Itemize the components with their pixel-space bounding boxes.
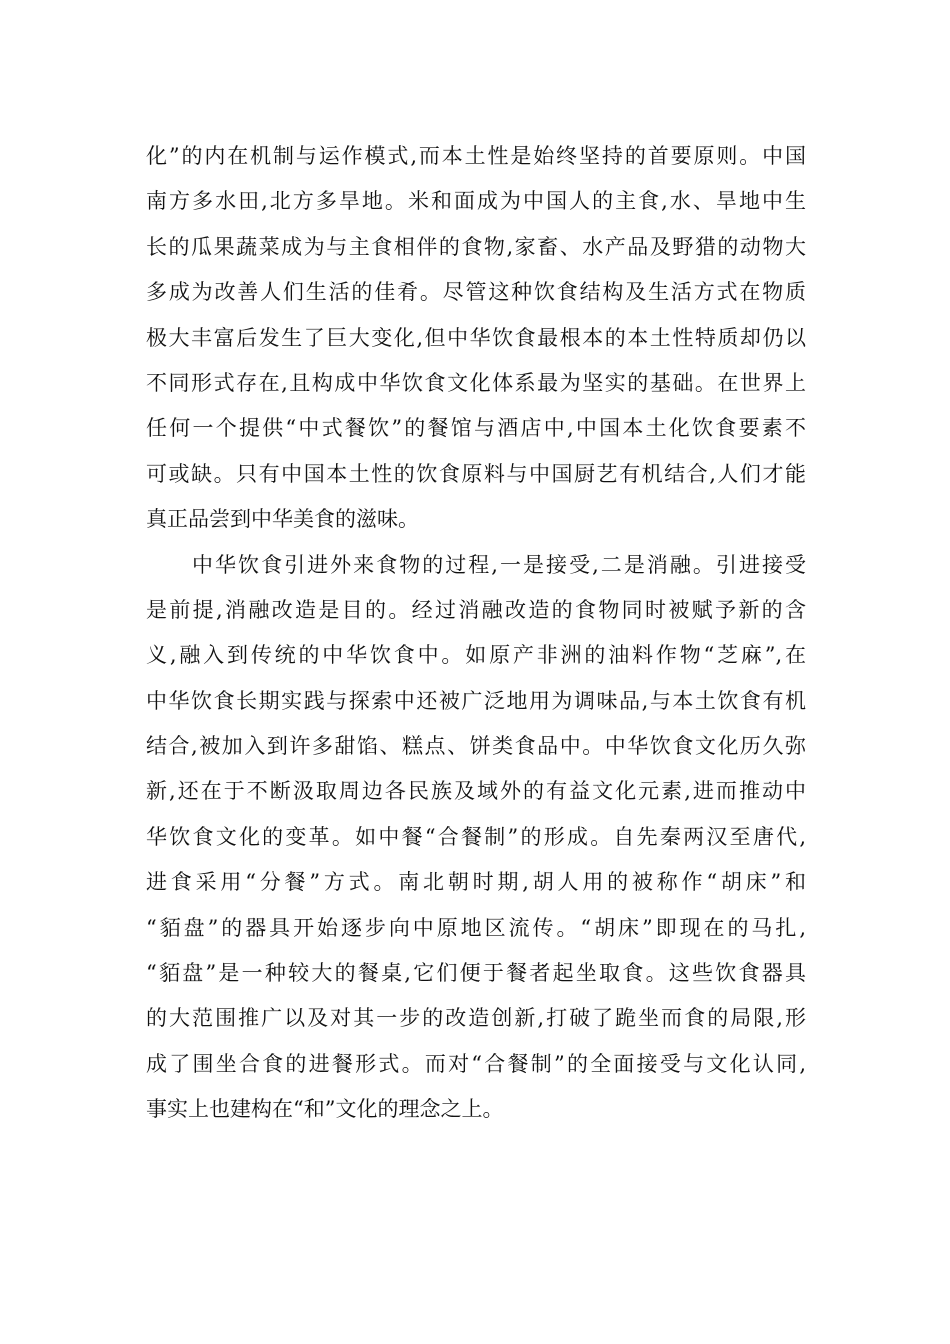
text-line: “貊盘”的器具开始逐步向中原地区流传。“胡床”即现在的马扎,	[146, 915, 806, 940]
text-line: 成了围坐合食的进餐形式。而对“合餐制”的全面接受与文化认同,	[146, 1051, 806, 1076]
article-body	[146, 134, 806, 1133]
text-line: 多成为改善人们生活的佳肴。尽管这种饮食结构及生活方式在物质	[146, 280, 806, 305]
text-line: “貊盘”是一种较大的餐桌,它们便于餐者起坐取食。这些饮食器具	[146, 961, 806, 986]
text-line: 义,融入到传统的中华饮食中。如原产非洲的油料作物“芝麻”,在	[146, 643, 806, 668]
text-line: 是前提,消融改造是目的。经过消融改造的食物同时被赋予新的含	[146, 597, 806, 622]
text-line: 进食采用“分餐”方式。南北朝时期,胡人用的被称作“胡床”和	[146, 870, 806, 895]
text-line: 长的瓜果蔬菜成为与主食相伴的食物,家畜、水产品及野猎的动物大	[146, 234, 806, 259]
text-line: 结合,被加入到许多甜馅、糕点、饼类食品中。中华饮食文化历久弥	[146, 734, 806, 759]
paragraph-end-line: 事实上也建构在“和”文化的理念之上。	[146, 1097, 504, 1122]
text-line: 极大丰富后发生了巨大变化,但中华饮食最根本的本土性特质却仍以	[146, 325, 806, 350]
text-line: 的大范围推广以及对其一步的改造创新,打破了跪坐而食的局限,形	[146, 1006, 806, 1031]
text-line: 中华饮食长期实践与探索中还被广泛地用为调味品,与本土饮食有机	[146, 688, 806, 713]
paragraph-end-line: 真正品尝到中华美食的滋味。	[146, 507, 419, 532]
text-line: 新,还在于不断汲取周边各民族及域外的有益文化元素,进而推动中	[146, 779, 806, 804]
text-line: 可或缺。只有中国本土性的饮食原料与中国厨艺有机结合,人们才能	[146, 461, 806, 486]
text-line: 不同形式存在,且构成中华饮食文化体系最为坚实的基础。在世界上	[146, 370, 806, 395]
text-line: 华饮食文化的变革。如中餐“合餐制”的形成。自先秦两汉至唐代,	[146, 824, 806, 849]
text-line: 任何一个提供“中式餐饮”的餐馆与酒店中,中国本土化饮食要素不	[146, 416, 806, 441]
text-line: 化”的内在机制与运作模式,而本土性是始终坚持的首要原则。中国	[146, 144, 806, 168]
text-line: 南方多水田,北方多旱地。米和面成为中国人的主食,水、旱地中生	[146, 189, 806, 214]
paragraph-first-line: 中华饮食引进外来食物的过程,一是接受,二是消融。引进接受	[192, 552, 806, 577]
